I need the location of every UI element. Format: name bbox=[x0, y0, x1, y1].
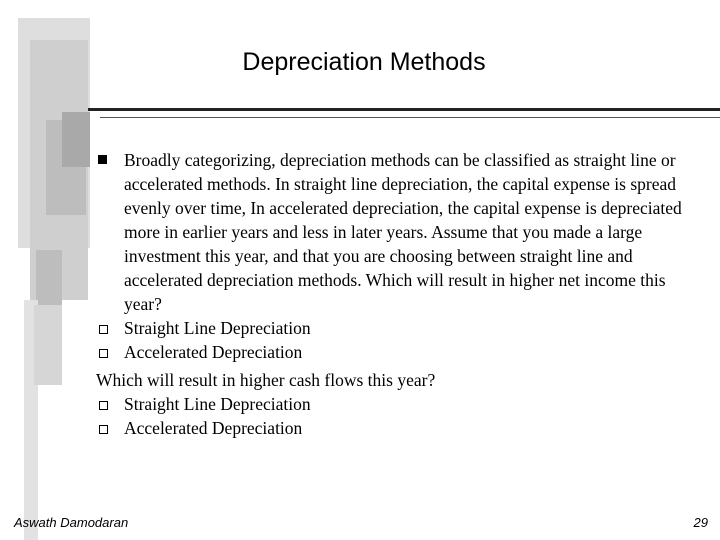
hollow-square-bullet-icon bbox=[99, 325, 108, 334]
title-divider bbox=[88, 108, 720, 111]
hollow-square-bullet-icon bbox=[99, 425, 108, 434]
footer-author: Aswath Damodaran bbox=[14, 515, 129, 530]
option-text: Accelerated Depreciation bbox=[124, 418, 303, 438]
main-bullet-text: Broadly categorizing, depreciation methods can be classified as straight line or accelerated methods. In straight line depreciation, the capital expense is spread evenly over time, In accelerated depreciation, the capital expense is depreciated more in earlier years and less in later years. Assume that you made a large investment this year, and that you are choosing between straight line and accelerated depreciation methods. Which will result in higher net income this year? bbox=[124, 150, 682, 314]
option-item bbox=[96, 340, 696, 364]
hollow-square-bullet-icon bbox=[99, 401, 108, 410]
option-text: Straight Line Depreciation bbox=[124, 318, 311, 338]
decor-block bbox=[36, 250, 62, 310]
title-divider-thin bbox=[100, 117, 720, 118]
question-text: Which will result in higher cash flows this year? bbox=[96, 370, 436, 390]
option-text: Straight Line Depreciation bbox=[124, 394, 311, 414]
main-bullet bbox=[96, 148, 696, 316]
hollow-square-bullet-icon bbox=[99, 349, 108, 358]
slide-content bbox=[96, 148, 696, 440]
decor-block bbox=[34, 305, 62, 385]
square-bullet-icon bbox=[98, 155, 107, 164]
slide-title: Depreciation Methods bbox=[242, 48, 486, 76]
decor-block bbox=[62, 112, 90, 167]
option-item bbox=[96, 392, 696, 416]
page-number: 29 bbox=[693, 515, 708, 530]
option-item bbox=[96, 316, 696, 340]
option-text: Accelerated Depreciation bbox=[124, 342, 303, 362]
option-item bbox=[96, 416, 696, 440]
